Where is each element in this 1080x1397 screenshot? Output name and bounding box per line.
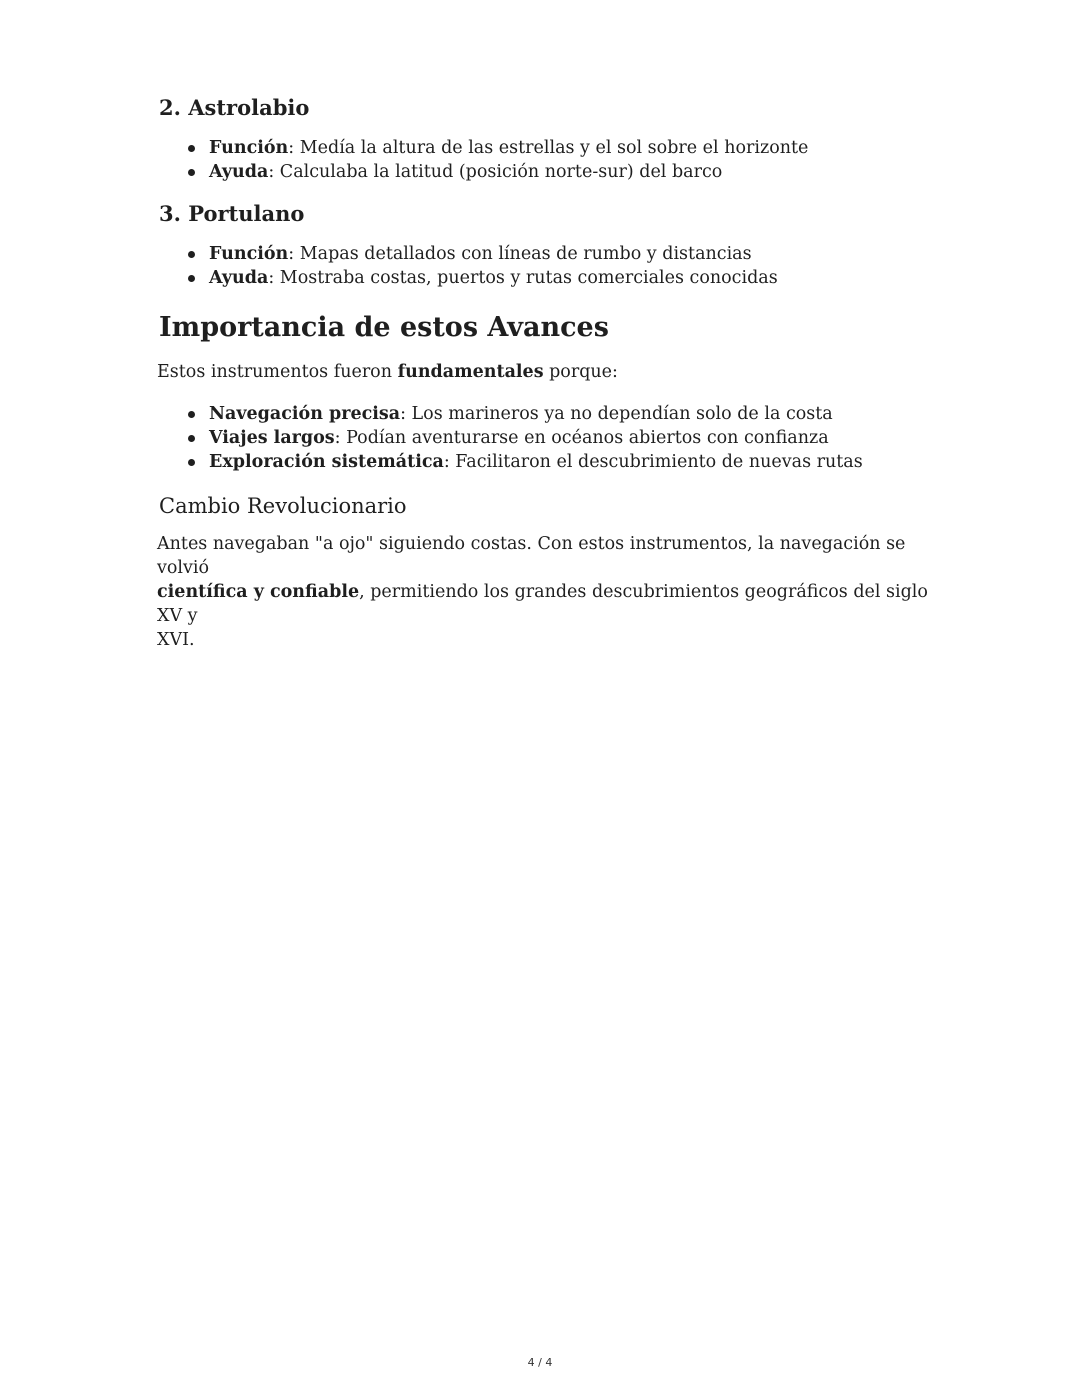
section-heading-portulano: 3. Portulano (159, 201, 305, 226)
cambio-heading: Cambio Revolucionario (159, 494, 407, 518)
bullet-icon (188, 145, 195, 152)
list-item: Función: Mapas detallados con líneas de rumbo y distancias (157, 242, 937, 266)
portulano-list (157, 242, 937, 290)
document-body (157, 92, 937, 652)
importancia-heading: Importancia de estos Avances (159, 312, 609, 343)
bullet-icon (188, 459, 195, 466)
page-number: 4 / 4 (527, 1356, 553, 1369)
bullet-icon (188, 411, 195, 418)
cambio-paragraph: Antes navegaban "a ojo" siguiendo costas. Con estos instrumentos, la navegación se volvió científica y confiable, permitiendo los grandes descubrimientos geográficos del siglo XV y XVI. (157, 534, 928, 650)
list-item: Función: Medía la altura de las estrellas y el sol sobre el horizonte (157, 136, 937, 160)
bullet-icon (188, 251, 195, 258)
list-item: Ayuda: Calculaba la latitud (posición norte-sur) del barco (157, 160, 937, 184)
bullet-icon (188, 435, 195, 442)
astrolabio-list (157, 136, 937, 184)
importancia-intro: Estos instrumentos fueron fundamentales porque: (157, 362, 618, 382)
list-item: Exploración sistemática: Facilitaron el descubrimiento de nuevas rutas (157, 450, 937, 474)
list-item: Viajes largos: Podían aventurarse en océanos abiertos con confianza (157, 426, 937, 450)
bullet-icon (188, 169, 195, 176)
list-item: Navegación precisa: Los marineros ya no dependían solo de la costa (157, 402, 937, 426)
list-item: Ayuda: Mostraba costas, puertos y rutas comerciales conocidas (157, 266, 937, 290)
bullet-icon (188, 275, 195, 282)
importancia-list (157, 402, 937, 474)
section-heading-astrolabio: 2. Astrolabio (159, 95, 310, 120)
